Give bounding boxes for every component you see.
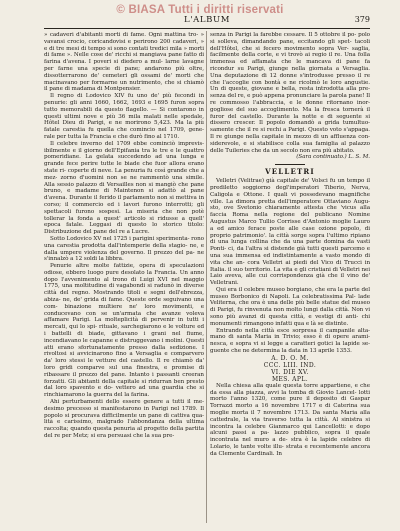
right-column <box>210 32 370 524</box>
paragraph: Sotto Lodovico XV nel 1725 i parigini sperimenta- rono una carestia prodotta dall'intemperie della stagio- ne, e dalla umpere violenza del governo. Il prezzo del pa- ne s'innalzò a 12 soldi la libbra. <box>44 235 204 263</box>
inscription-line: CCC. LIII. IND. <box>263 361 317 369</box>
paragraph: Penurie altre molte fattizie, opera di speculazioni odiose, ebbero luogo pure desolato la Francia. Un anno dopo l'avvenimento al trono di Luigi XVI nel maggio 1775, una moltitudine di vagabondi si radunò in diverse città del regno. Mostrando titoli e segni dell'ebrezza, abiza- ne, de' grida di fame. Queste orde seguivano una com- binazione multiere ne' loro movimenti, e conducevano con se un'armata che avanze voleva affamare Parigi. La molteplicità di pervenir in tutti i mercati, qui lo spi- rituale, sarchegiarono e le volture ed i battelli di biade, gittavano i grani nel fiume, incendiavano le capanne e distruggevano i molini. Questi atti erano sfortunatamente presso dalla sedizione. I rivoltosi si avvicinarono fino a Versaglia e comparvero da' loro stessi le vetture del castello. Il re chiamò da' loro gridi comparve sul una finestra, e promise di ribassare il prezzo del pane. Intanto i passanti creeran forzatti. Gli abitanti della capitale si ridurran ben presto dal loro spavento e do- vettero ad una guardia che si rinchiamarono la guerra del la farina. <box>44 263 204 399</box>
inscription-line: MES. APL. <box>271 375 309 383</box>
page-header <box>44 14 370 29</box>
inscription-line: VI. DIE XV. <box>271 368 309 376</box>
left-column <box>44 32 204 524</box>
section-rule <box>275 164 305 165</box>
paragraph: Nella chiesa alla quale questa torre appartiene, e che da essa alla piazza, avvi la tomba di Giovio Lancel- lotti morto l'anno 1320, come pure il deposito di Gaspar Torrazzi morto a 16 novembre 1717 e di Caterina sua moglie morta il 7 novembre 1713. Da santa Maria alla cattedrale, la via traverso tutta la città. Al sinistra si incontra la celebre Gianmarco qui Lancellotti: e dopo alcuni passi a pa- lazzo pubblico, sopra il quale incontrata nel muro a de- stra è la lapide celebre di Lolario, le tante volte illu- strata e recentemente ancora da Clemente Cardinali. In <box>210 382 370 457</box>
paragraph: Entrando nella città esce sorpresa il campanile alta- mano di santa Maria in Trivio; esso è di opere arami- nesca, e sopra vi si legge a caratteri gotici la lapide se- guente che ne determina la data in 13 aprile 1353. <box>210 327 370 355</box>
column-divider <box>206 31 207 523</box>
copyright-watermark: © BIASA Tutti i diritti riservati <box>116 4 284 16</box>
paragraph: Il celebre inverno del 1709 ebbe cominciò imprevis- ibilmente e il giorno dell'Epifania tra le tre e le quattro pomeridiane. La gelata succedendo ad una lunga e grande fece perire tutte le biade che fuor allora erano state ri- coperte di neve. La penuria fu così grande che a mez- zorno d'uomini non se ne rammentò una simile. Alla sessio palazzo di Versailles non si mangiò che pane bruno, e madame di Maintenon si adattò al pane d'avena. Durante il ferido il parlamento non si mettiva in corso; il commercio ed i lavori furono interrotti; gli spettacoli furono sospesi. La miseria che non potè tollerar la fonda a quest' articolo si ridusse a quell' epoca fatale. Leggasi di questo lo storico titolo: Distribuzione del pane del re a Lucre. <box>44 140 204 236</box>
journal-title: L'ALBUM <box>183 15 231 25</box>
inscription-line: A. D. O. M. <box>271 354 309 362</box>
paragraph: » cadaveri d'abitanti morti di fame. Ogni mattina tro- » vavansi crocio, coricandovisi e perirono 200 cadaveri, » e di tre mesi di tempo si sono contati tredici mila » morti di fame ». Nelle cose de' ricchi si mangiava pane fatto di farina d'avena. I poveri si diedero a mul- larne lavagne per farne una specie di pane; andarono più oltre, dissotterrarono de' cemeteri gli ossami de' morti che macinavano per formarne un nutrimento, che si chiamò il pane di madama di Montpensier. <box>44 32 204 93</box>
article-signature: (Sara continuato.) L. S. M. <box>296 154 370 161</box>
section-title: VELLETRI <box>265 167 315 177</box>
paragraph: senza in Parigi la farebbe cessare. Il 5 ottobre il po- polo si solleva, dimandando pane, eccitando gli spet- tacoli dell'Hôtel, che si fecero movimento sopra Ver- saglia, facilmente della corte, e vi trovò ai regio il re. Una folla immensa ed affamata che le mancava di pane fa ricondur su Parigi, giunge nella giornata a Versaglia. Una deputazione di 12 donne s'introdusse presso il re che l'accoglie con bontà e ne ricolmò le loro angustie. Un di queste, giovane e bella, resta introdotta alla pre- senza del re, e può appena pronunciare la parola pane! Il re commosso l'abbraccia, e le donne ritornano inor- gogliose del suo accoglimento. Ma la fresca tornerà il furor del castello. Durante la notte e di seguente si dissero crescer. Il popolo domandò a grida tumultuo- samente che il re si rechi a Parigi. Questo voto s'appaga. Il re giunge nella capitale in mezzo di un affluenza con- siderevole, e si stabilisce colla sua famiglia al palazzo delle Tuileries che da un secolo non era più abitato. <box>210 32 370 154</box>
paragraph: Qui era il celebre museo borgiano, che era la parte del museo Borbonico di Napoli. La celebratissima Pal- lade Veliterna, che ora è una delle più belle statue del museo di Parigi, fu rinvenuta non molto lungi dalla città. Non vi sono più avanzi di questa città, e vestigi di anti- chi monumenti rimangono infatti qua e là se distinte. <box>210 286 370 327</box>
paragraph: Ahi perturbamenti dello essere genere a tutti il me- desimo precesso si manifestarono in Parigi nel 1789. Il popolo si procurava difficilmente un pane di cattiva qua- lità e carissimo, malgrado l'abbondanza della ultima raccolta; quando questa penuria al progetto della partita del re per Metz; si era persuasi che la sua pre- <box>44 399 204 440</box>
paragraph: Il regno di Lodovico XIV fu uno de' più fecondi in penurie: gli anni 1660, 1662, 1693 e 1695 furon sopra tutto memorabili da questo flagello. — Si contarono in questi ultimi nove e più 36 mila malati nelle spedale, Hôtel Dieu di Parigi, e ne morirono 5,423. Ma la più fatale carestia fu quella che comincio nel 1709, gene- rale per tutta la Francia e che durò fino al 1710. <box>44 93 204 140</box>
paragraph: Velletri (Velitrae) già capitale de' Volsci fu un tempo il prediletto soggiorno degl'imperatori Tiberio, Nerva, Caligola e Ottone. I quali vi possedevano magnifiche ville. La dimora pretta dell'imperatore Ottaviano Augu- sto, ove Svetonio chiaramente attesta che 'vicus alla faccia Roma nella regione del publicano Nomine Augustus Marco Tullio Corrisse d'Antonio moglie Lauro a ed amico ferace poste alle case ozione popolo, di proprio patrimonio'. la città sorge sopra l'ultimo ripiano di una lunga collina che da una parte domina da vasti Ponti- ci, da l'altra si distende già tutti questi parcemo e una sua immensa ed indistintamente a vasto mondo di vita che an- cora Velletri ai piedi del Vico di Trucci in Italia. il suo territorio. La vita e gli cristiani di Velletri nei Laio aveva, alle cui corrispondenza già che il vino de' Velletrani. <box>210 178 370 287</box>
page-number: 379 <box>354 15 370 24</box>
journal-page <box>44 14 370 526</box>
inscription <box>210 355 370 383</box>
text-columns <box>44 32 370 524</box>
